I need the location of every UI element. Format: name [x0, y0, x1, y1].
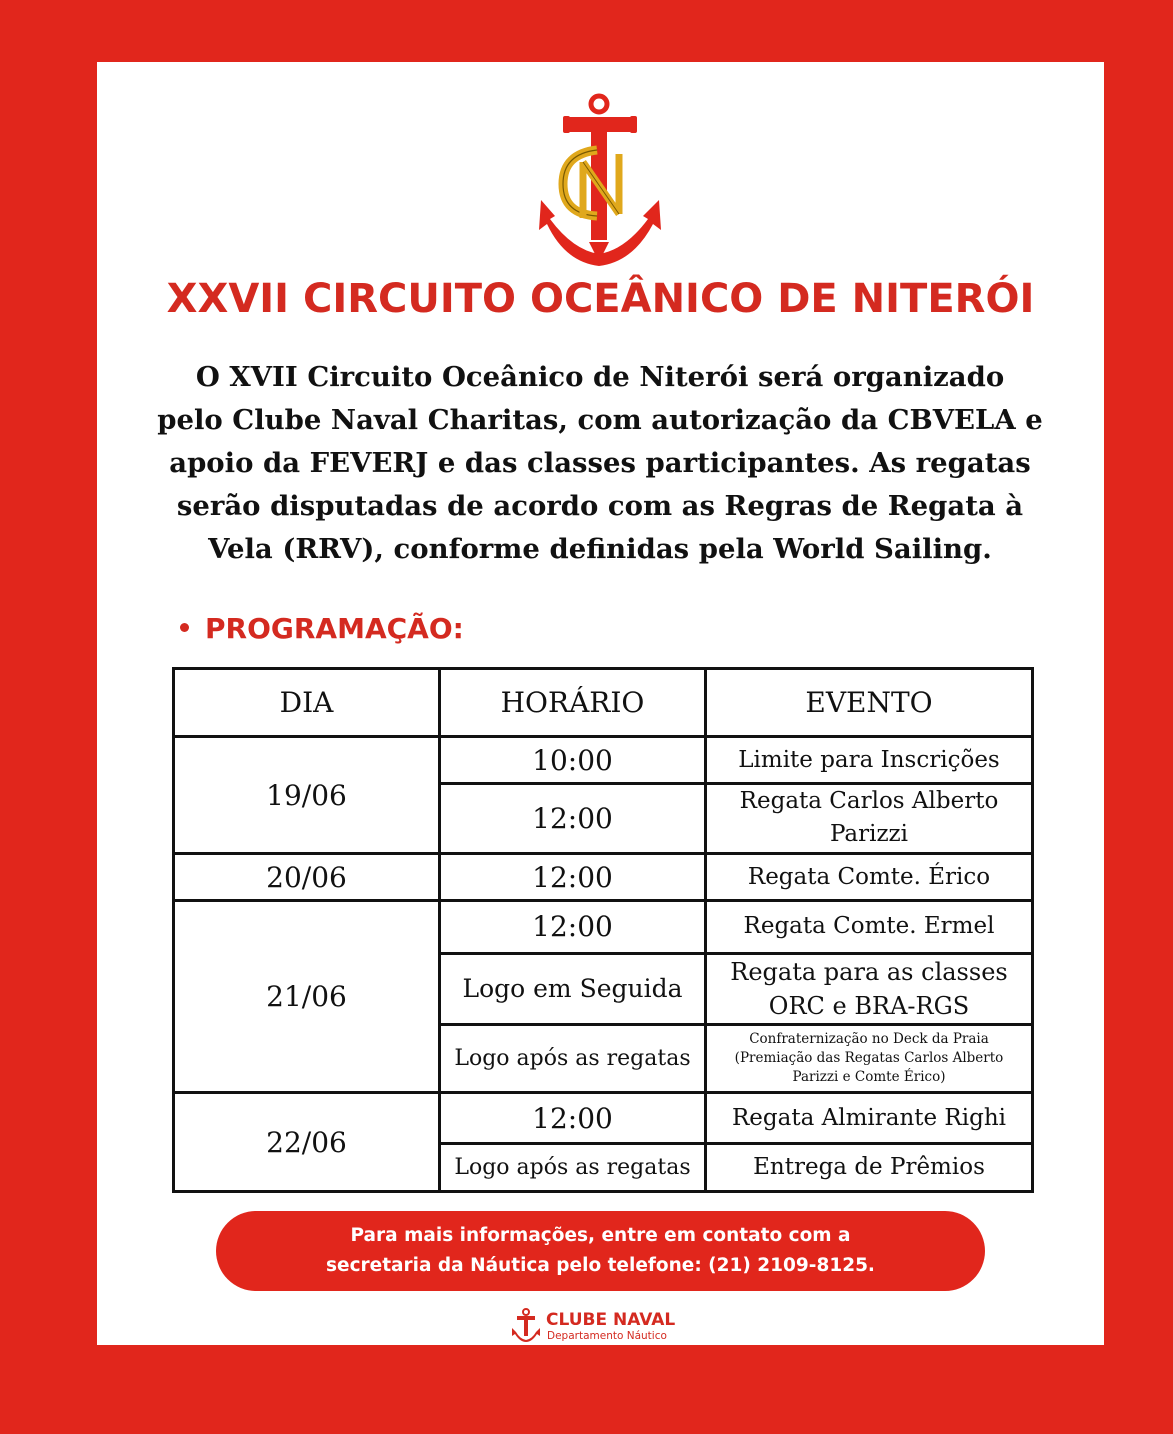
column-header-horario: HORÁRIO [440, 669, 706, 737]
brand-footer [510, 1306, 710, 1346]
table-row [174, 737, 1033, 783]
contact-line: Para mais informações, entre em contato com a [350, 1225, 851, 1246]
brand-subtitle: Departamento Náutico [547, 1330, 667, 1342]
event-line: Parizzi [829, 821, 909, 848]
event-line: Regata para as classes [730, 957, 1008, 986]
column-header-evento: EVENTO [706, 669, 1033, 737]
intro-paragraph [115, 356, 1085, 571]
contact-line: secretaria da Náutica pelo telefone: (21) 2109-8125. [326, 1255, 875, 1276]
event-line: (Premiação das Regatas Carlos Alberto [734, 1050, 1004, 1067]
day-cell: 20/06 [174, 854, 440, 901]
event-cell: Limite para Inscrições [706, 737, 1033, 783]
small-anchor-icon [510, 1308, 542, 1342]
anchor-logo-icon [533, 92, 667, 266]
bullet-icon [180, 623, 189, 632]
event-cell: Regata Comte. Érico [706, 854, 1033, 901]
intro-line: Vela (RRV), conforme definidas pela World Sailing. [208, 533, 992, 565]
time-cell: Logo em Seguida [440, 953, 706, 1024]
page-title: XXVII CIRCUITO OCEÂNICO DE NITERÓI [166, 276, 1035, 322]
table-row [174, 1093, 1033, 1143]
event-cell: Regata Almirante Righi [706, 1093, 1033, 1143]
table-row [174, 901, 1033, 953]
intro-line: pelo Clube Naval Charitas, com autorização da CBVELA e [157, 404, 1043, 436]
event-line: ORC e BRA-RGS [768, 991, 970, 1020]
time-cell: 12:00 [440, 854, 706, 901]
event-cell [706, 783, 1033, 853]
section-heading-label: PROGRAMAÇÃO: [205, 612, 464, 645]
event-cell: Regata Comte. Ermel [706, 901, 1033, 953]
table-header-row [174, 669, 1033, 737]
event-cell: Entrega de Prêmios [706, 1143, 1033, 1191]
event-cell [706, 953, 1033, 1024]
contact-banner [216, 1211, 985, 1291]
time-cell: 12:00 [440, 901, 706, 953]
time-cell: 12:00 [440, 783, 706, 853]
time-cell: 12:00 [440, 1093, 706, 1143]
day-cell: 21/06 [174, 901, 440, 1093]
time-cell: Logo após as regatas [440, 1143, 706, 1191]
intro-line: serão disputadas de acordo com as Regras de Regata à [176, 490, 1024, 522]
section-heading [180, 612, 464, 645]
brand-name: CLUBE NAVAL [546, 1310, 676, 1330]
time-cell: 10:00 [440, 737, 706, 783]
table-row [174, 854, 1033, 901]
intro-line: O XVII Circuito Oceânico de Niterói será organizado [195, 361, 1005, 393]
day-cell: 22/06 [174, 1093, 440, 1192]
schedule-table [172, 667, 1031, 1193]
time-cell: Logo após as regatas [440, 1025, 706, 1093]
event-line: Confraternização no Deck da Praia [749, 1031, 989, 1048]
column-header-dia: DIA [174, 669, 440, 737]
event-line: Regata Carlos Alberto [739, 788, 999, 815]
event-cell [706, 1025, 1033, 1093]
day-cell: 19/06 [174, 737, 440, 854]
intro-line: apoio da FEVERJ e das classes participantes. As regatas [169, 447, 1031, 479]
event-line: Parizzi e Comte Érico) [792, 1069, 946, 1086]
